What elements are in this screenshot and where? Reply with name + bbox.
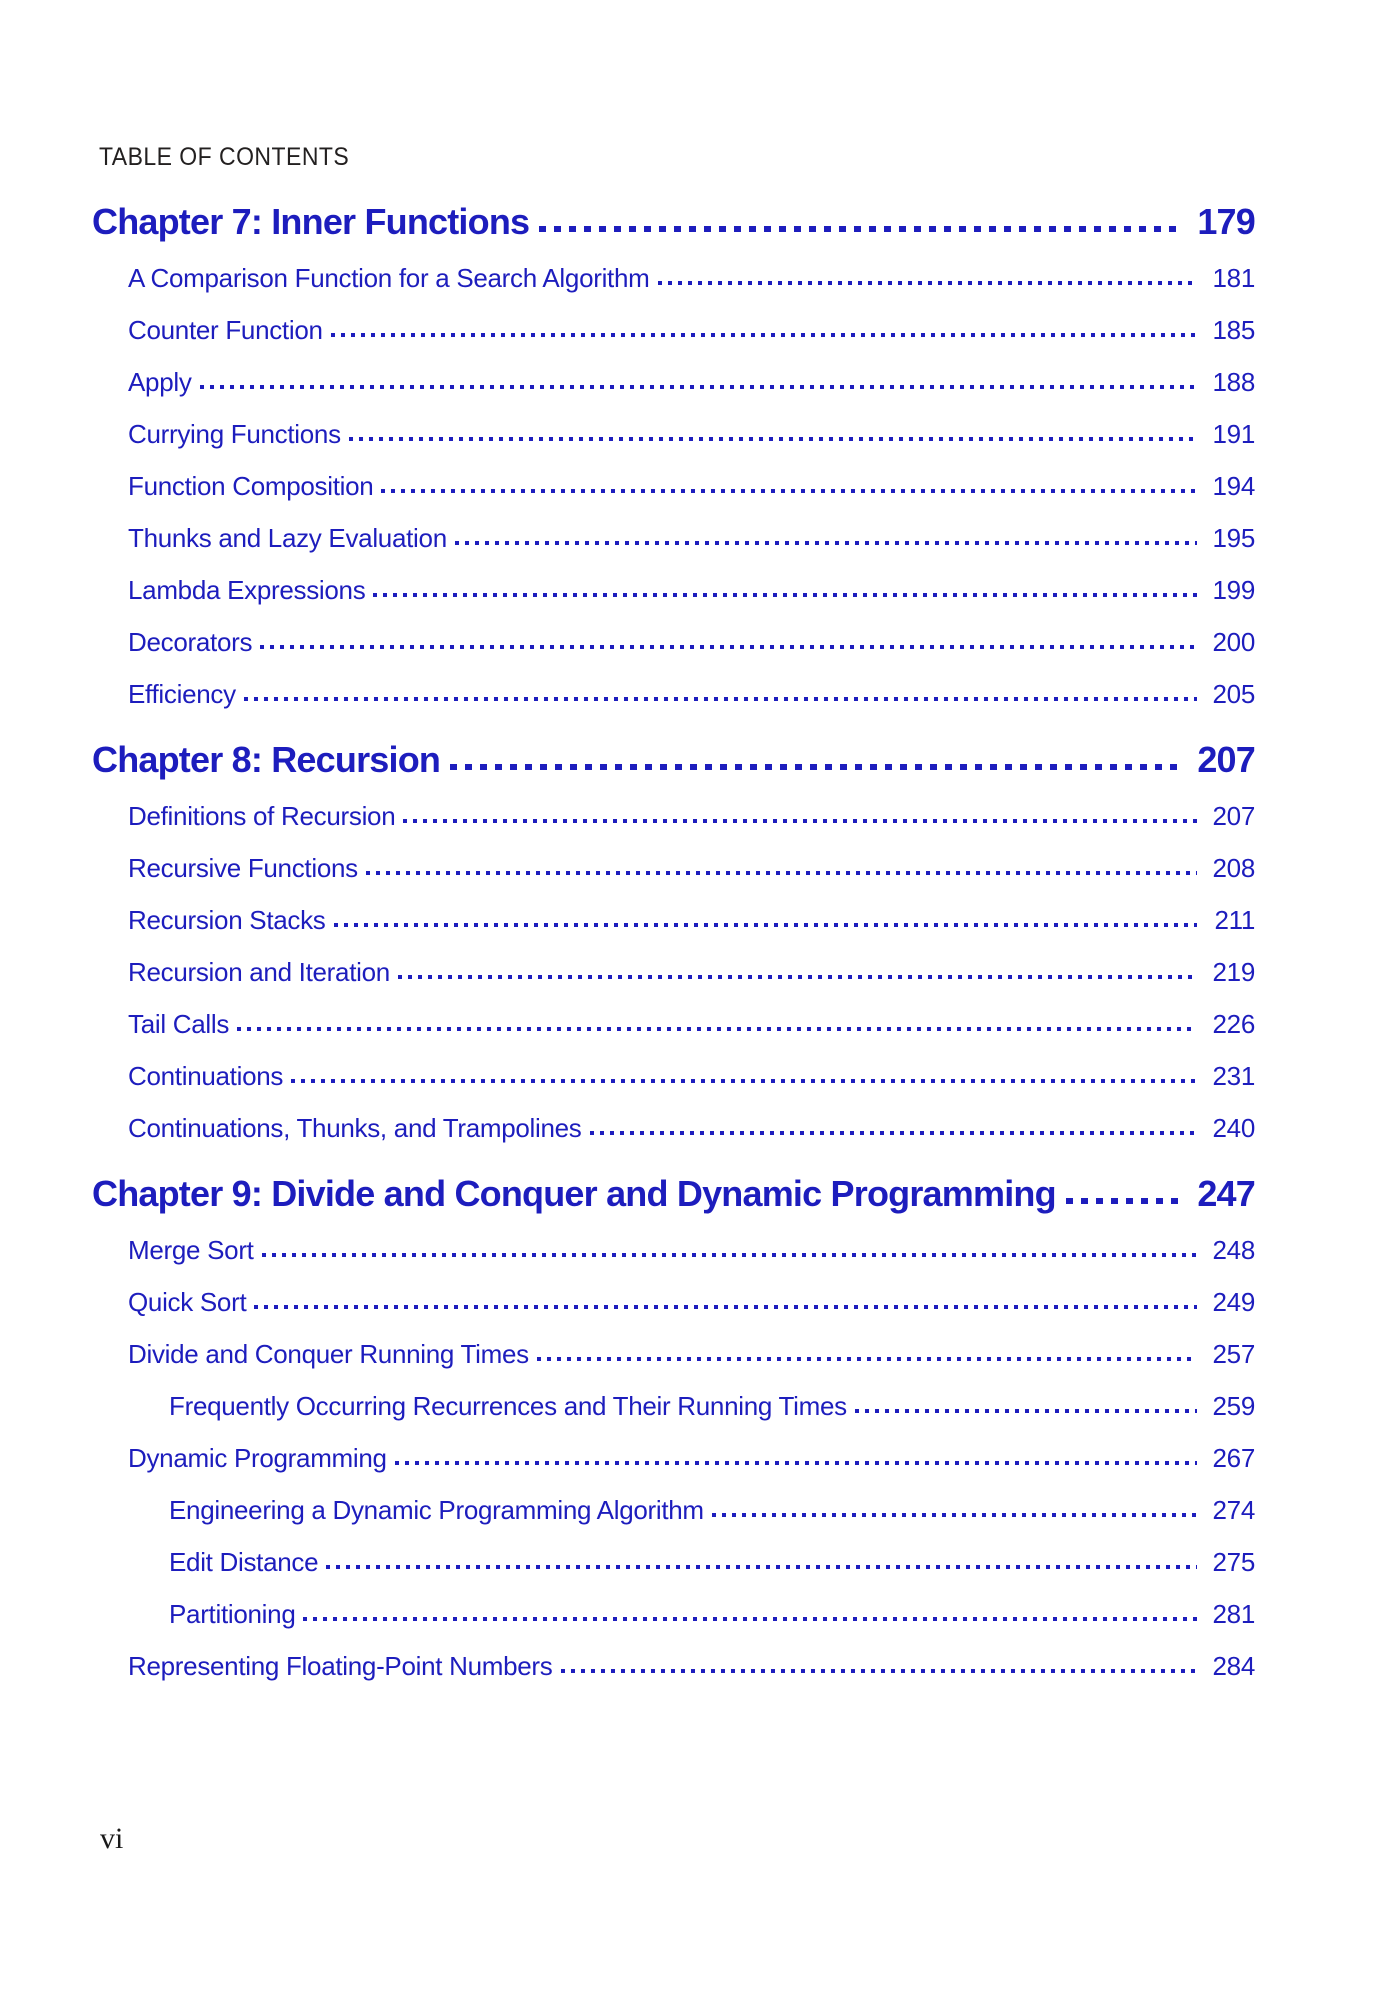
- toc-entry-page-number: 191: [1212, 419, 1255, 450]
- toc-entry-page-number: 185: [1212, 315, 1255, 346]
- toc-chapter-page-number: 179: [1197, 200, 1255, 242]
- toc-entry-page-number: 248: [1212, 1235, 1255, 1266]
- toc-entry-page-number: 249: [1212, 1287, 1255, 1318]
- dot-leader: [303, 1617, 1197, 1621]
- toc-entry-label: Currying Functions: [128, 419, 341, 450]
- dot-leader: [291, 1079, 1197, 1083]
- dot-leader: [1066, 1198, 1183, 1204]
- toc-chapter-title: Chapter 7: Inner Functions: [92, 200, 530, 242]
- dot-leader: [537, 1357, 1197, 1361]
- toc-entry-label: Counter Function: [128, 315, 323, 346]
- toc-chapter-page-number: 247: [1197, 1172, 1255, 1214]
- dot-leader: [395, 1461, 1197, 1465]
- dot-leader: [349, 437, 1197, 441]
- toc-entry-row[interactable]: [92, 1317, 1255, 1369]
- toc-entry-row[interactable]: [92, 1265, 1255, 1317]
- toc-entry-label: Frequently Occurring Recurrences and Their Running Times: [169, 1391, 847, 1422]
- toc-entry-label: Divide and Conquer Running Times: [128, 1339, 529, 1370]
- toc-entry-row[interactable]: [92, 1421, 1255, 1473]
- toc-entry-row[interactable]: [92, 605, 1255, 657]
- toc-entry-label: Efficiency: [128, 679, 236, 710]
- toc-entry-row[interactable]: [92, 1213, 1255, 1265]
- toc-entry-page-number: 267: [1212, 1443, 1255, 1474]
- toc-entry-label: Continuations, Thunks, and Trampolines: [128, 1113, 582, 1144]
- toc-entry-row[interactable]: [92, 779, 1255, 831]
- dot-leader: [331, 333, 1197, 337]
- toc-entry-page-number: 208: [1212, 853, 1255, 884]
- toc-entry-page-number: 219: [1212, 957, 1255, 988]
- toc-entry-page-number: 274: [1212, 1495, 1255, 1526]
- toc-entry-row[interactable]: [92, 1473, 1255, 1525]
- toc-entry-page-number: 284: [1212, 1651, 1255, 1682]
- toc-entry-page-number: 199: [1212, 575, 1255, 606]
- dot-leader: [373, 593, 1197, 597]
- toc-entry-row[interactable]: [92, 449, 1255, 501]
- toc-entry-row[interactable]: [92, 1039, 1255, 1091]
- toc-entry-row[interactable]: [92, 345, 1255, 397]
- dot-leader: [658, 281, 1197, 285]
- toc-entry-row[interactable]: [92, 657, 1255, 709]
- toc-entry-page-number: 240: [1212, 1113, 1255, 1144]
- toc-entry-label: Continuations: [128, 1061, 284, 1092]
- toc-entry-label: Apply: [128, 367, 192, 398]
- toc-entry-label: Recursion and Iteration: [128, 957, 390, 988]
- toc-entry-label: Edit Distance: [169, 1547, 319, 1578]
- toc-entry-row[interactable]: [92, 293, 1255, 345]
- toc-entry-row[interactable]: [92, 553, 1255, 605]
- toc-entry-page-number: 181: [1212, 263, 1255, 294]
- toc-entry-label: Dynamic Programming: [128, 1443, 387, 1474]
- toc-entry-label: Quick Sort: [128, 1287, 247, 1318]
- toc-entry-row[interactable]: [92, 1091, 1255, 1143]
- toc-entry-label: A Comparison Function for a Search Algorithm: [128, 263, 650, 294]
- dot-leader: [326, 1565, 1197, 1569]
- toc-list: [92, 171, 1255, 1681]
- dot-leader: [455, 541, 1197, 545]
- dot-leader: [262, 1253, 1197, 1257]
- toc-entry-row[interactable]: [92, 987, 1255, 1039]
- dot-leader: [712, 1513, 1197, 1517]
- toc-entry-row[interactable]: [92, 883, 1255, 935]
- toc-entry-page-number: 195: [1212, 523, 1255, 554]
- dot-leader: [855, 1409, 1197, 1413]
- dot-leader: [244, 697, 1197, 701]
- dot-leader: [237, 1027, 1197, 1031]
- page-header: TABLE OF CONTENTS: [99, 143, 350, 171]
- toc-entry-row[interactable]: [92, 935, 1255, 987]
- toc-entry-row[interactable]: [92, 1577, 1255, 1629]
- toc-entry-page-number: 281: [1212, 1599, 1255, 1630]
- toc-chapter-row[interactable]: [92, 709, 1255, 779]
- toc-entry-page-number: 226: [1212, 1009, 1255, 1040]
- dot-leader: [590, 1131, 1197, 1135]
- toc-entry-page-number: 207: [1212, 801, 1255, 832]
- dot-leader: [450, 764, 1183, 770]
- toc-entry-label: Merge Sort: [128, 1235, 254, 1266]
- toc-entry-page-number: 205: [1212, 679, 1255, 710]
- dot-leader: [254, 1305, 1197, 1309]
- dot-leader: [200, 385, 1197, 389]
- dot-leader: [381, 489, 1197, 493]
- toc-entry-label: Partitioning: [169, 1599, 296, 1630]
- toc-entry-row[interactable]: [92, 501, 1255, 553]
- dot-leader: [366, 871, 1197, 875]
- toc-entry-page-number: 259: [1212, 1391, 1255, 1422]
- toc-chapter-title: Chapter 8: Recursion: [92, 738, 441, 780]
- dot-leader: [260, 645, 1197, 649]
- toc-entry-row[interactable]: [92, 241, 1255, 293]
- toc-entry-row[interactable]: [92, 1369, 1255, 1421]
- toc-entry-page-number: 200: [1212, 627, 1255, 658]
- toc-entry-page-number: 211: [1214, 905, 1255, 936]
- toc-entry-page-number: 188: [1212, 367, 1255, 398]
- toc-entry-page-number: 275: [1212, 1547, 1255, 1578]
- toc-entry-label: Definitions of Recursion: [128, 801, 396, 832]
- toc-entry-row[interactable]: [92, 1525, 1255, 1577]
- toc-entry-page-number: 194: [1212, 471, 1255, 502]
- toc-entry-label: Representing Floating-Point Numbers: [128, 1651, 553, 1682]
- toc-entry-label: Recursion Stacks: [128, 905, 326, 936]
- dot-leader: [398, 975, 1197, 979]
- toc-entry-label: Tail Calls: [128, 1009, 230, 1040]
- toc-entry-page-number: 231: [1212, 1061, 1255, 1092]
- toc-entry-label: Lambda Expressions: [128, 575, 366, 606]
- toc-chapter-row[interactable]: [92, 171, 1255, 241]
- dot-leader: [561, 1669, 1198, 1673]
- toc-chapter-title: Chapter 9: Divide and Conquer and Dynamic Programming: [92, 1172, 1056, 1214]
- dot-leader: [403, 819, 1197, 823]
- toc-entry-label: Thunks and Lazy Evaluation: [128, 523, 447, 554]
- page-number-footer: vi: [100, 1822, 124, 1855]
- dot-leader: [539, 226, 1183, 232]
- toc-entry-page-number: 257: [1212, 1339, 1255, 1370]
- toc-entry-row[interactable]: [92, 397, 1255, 449]
- dot-leader: [334, 923, 1198, 927]
- toc-entry-row[interactable]: [92, 1629, 1255, 1681]
- toc-entry-label: Engineering a Dynamic Programming Algorithm: [169, 1495, 704, 1526]
- toc-chapter-page-number: 207: [1197, 738, 1255, 780]
- toc-entry-label: Decorators: [128, 627, 253, 658]
- toc-chapter-row[interactable]: [92, 1143, 1255, 1213]
- toc-entry-label: Recursive Functions: [128, 853, 358, 884]
- toc-entry-label: Function Composition: [128, 471, 374, 502]
- toc-entry-row[interactable]: [92, 831, 1255, 883]
